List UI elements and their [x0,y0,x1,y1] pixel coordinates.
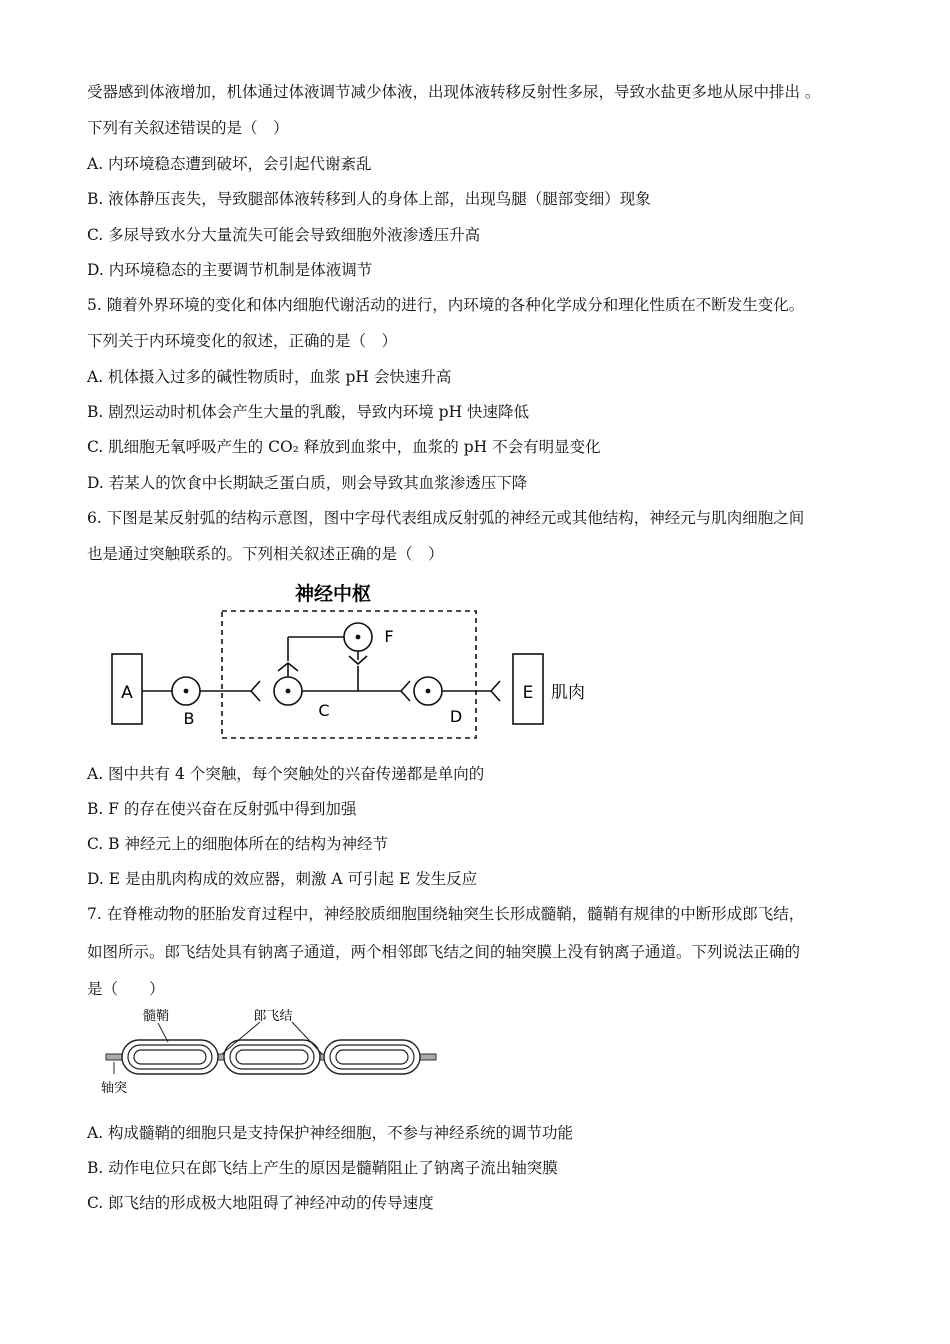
synapse [401,681,410,701]
myelin-sheath [122,1040,218,1074]
myelin-sheath [324,1040,420,1074]
label-axon: 轴突 [100,1081,128,1096]
option-c: C. 郎飞结的形成极大地阻碍了神经冲动的传导速度 [87,1194,434,1212]
option-b: B. F 的存在使兴奋在反射弧中得到加强 [87,800,357,818]
question-5: 5. 随着外界环境的变化和体内细胞代谢活动的进行，内环境的各种化学成分和理化性质在不断发生变化。 [87,296,805,314]
question-7: 7. 在脊椎动物的胚胎发育过程中，神经胶质细胞围绕轴突生长形成髓鞘，髓鞘有规律的中断形成郎飞结， [87,905,805,923]
question-stem: 下列关于内环境变化的叙述，正确的是（ ） [87,332,398,350]
leader-line [158,1023,168,1042]
option-a: A. 构成髓鞘的细胞只是支持保护神经细胞，不参与神经系统的调节功能 [87,1124,574,1142]
question-6: 6. 下图是某反射弧的结构示意图，图中字母代表组成反射弧的神经元或其他结构，神经元与肌肉细胞之间 [87,509,805,527]
reflex-arc-figure [100,576,600,746]
label-a: A [121,683,133,703]
myelin-sheath [224,1040,320,1074]
question-7-cont: 是（ ） [87,980,165,998]
option-b: B. 剧烈运动时机体会产生大量的乳酸，导致内环境 pH 快速降低 [87,403,530,421]
label-d: D [449,707,463,726]
option-c: C. 多尿导致水分大量流失可能会导致细胞外液渗透压升高 [87,226,481,244]
label-node: 郎飞结 [253,1009,293,1024]
label-c: C [318,701,330,720]
question-stem: 下列有关叙述错误的是（ ） [87,119,289,137]
option-a: A. 图中共有 4 个突触，每个突触处的兴奋传递都是单向的 [87,765,485,783]
option-b: B. 动作电位只在郎飞结上产生的原因是髓鞘阻止了钠离子流出轴突膜 [87,1159,558,1177]
label-b: B [183,709,195,728]
option-a: A. 机体摄入过多的碱性物质时，血浆 pH 会快速升高 [87,368,452,386]
synapse [251,681,260,701]
label-myelin: 髓鞘 [142,1009,170,1024]
reflex-arc-diagram [100,576,600,746]
option-d: D. 内环境稳态的主要调节机制是体液调节 [87,261,373,279]
question-6-cont: 也是通过突触联系的。下列相关叙述正确的是（ ） [87,545,444,563]
option-c: C. 肌细胞无氧呼吸产生的 CO₂ 释放到血浆中，血浆的 pH 不会有明显变化 [87,438,601,456]
option-a: A. 内环境稳态遭到破坏，会引起代谢紊乱 [87,155,372,173]
label-muscle: 肌肉 [551,683,585,703]
label-f: F [384,627,394,646]
option-d: D. 若某人的饮食中长期缺乏蛋白质，则会导致其血浆渗透压下降 [87,474,528,492]
myelin-figure [98,1004,448,1104]
center-title: 神经中枢 [294,583,372,605]
label-e: E [522,683,534,703]
option-c: C. B 神经元上的细胞体所在的结构为神经节 [87,835,388,853]
option-b: B. 液体静压丧失，导致腿部体液转移到人的身体上部，出现鸟腿（腿部变细）现象 [87,190,651,208]
myelin-diagram [98,1004,448,1104]
text-line: 受器感到体液增加，机体通过体液调节减少体液，出现体液转移反射性多尿，导致水盐更多地从尿中排出 。 [87,83,821,101]
option-d: D. E 是由肌肉构成的效应器，刺激 A 可引起 E 发生反应 [87,870,478,888]
synapse [491,681,500,701]
question-7-cont: 如图所示。郎飞结处具有钠离子通道，两个相邻郎飞结之间的轴突膜上没有钠离子通道。下列说法正确的 [87,943,801,961]
